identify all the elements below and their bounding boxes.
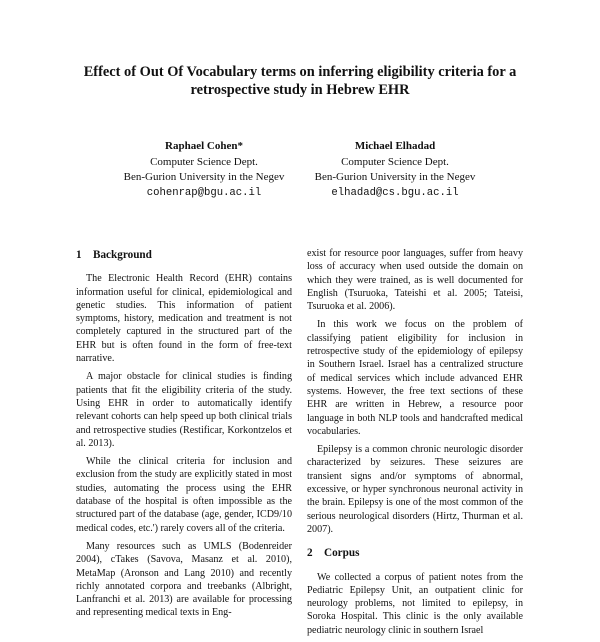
author-name: Raphael Cohen* — [165, 140, 243, 152]
paragraph: A major obstacle for clinical studies is finding patients that fit the eligibility criteria of the study. Using EHR in order to automatically identify relevant cohorts can help speed up both clinical trials and retrospective studies (Restificar, Korkontzelos et al. 2013). — [76, 371, 292, 449]
paragraph: Many resources such as UMLS (Bodenreider 2004), cTakes (Savova, Masanz et al. 2010), MetaMap (Aronson and Lang 2010) and recently richly annotated corpora and treebanks (Albright, Lanfranchi et al. 2013) are available for processing and representing medical texts in Eng- — [76, 540, 292, 619]
author-dept: Computer Science Dept. — [341, 155, 449, 168]
section-heading-corpus — [307, 547, 523, 560]
author-affiliation: Ben-Gurion University in the Negev — [123, 171, 285, 183]
paragraph: Epilepsy is a common chronic neurologic disorder characterized by seizures. These seizures are transient signs and/or symptoms of abnormal, excessive, or hyper synchronous neuronal activity in the brain. Epilepsy is one of the most common of the serious neurological disorders (Hirtz, Thurman et al. 2007). — [307, 444, 523, 535]
author-block-1 — [104, 139, 304, 201]
title-line-1: Effect of Out Of Vocabulary terms on inferring eligibility criteria for a — [83, 64, 517, 80]
section-number: 1 — [76, 249, 82, 261]
paragraph: In this work we focus on the problem of classifying patient eligibility for inclusion in retrospective study of the epidemiology of epilepsy in Southern Israel. Israel has a centralized structure of medical services which include advanced EHR systems. However, the free text sections of these EHR are written in Hebrew, a resource poor language in both NLP tools and handcrafted medical vocabularies. — [307, 319, 523, 437]
left-column — [76, 249, 292, 625]
author-dept: Computer Science Dept. — [150, 155, 258, 168]
author-block-2 — [295, 139, 495, 201]
section-title: Background — [93, 249, 152, 261]
paragraph: We collected a corpus of patient notes from the Pediatric Epilepsy Unit, an outpatient clinic for neurology problems, not limited to epilepsy, in Soroka Hospital. This clinic is the only available pediatric neurology clinic in southern Israel — [307, 571, 523, 636]
author-affiliation: Ben-Gurion University in the Negev — [314, 171, 476, 183]
section-number: 2 — [307, 547, 313, 560]
section-title: Corpus — [324, 547, 360, 560]
section-heading-background — [76, 249, 292, 262]
paragraph: While the clinical criteria for inclusion and exclusion from the study are explicitly stated in most studies, automating the process using the EHR database of the hospital is often impossible as the structured part of the database (age, gender, ICD9/10 medical codes, etc.') rarely covers all of the criteria. — [76, 456, 292, 534]
paper-title — [40, 63, 560, 99]
author-name: Michael Elhadad — [354, 140, 436, 152]
paragraph: The Electronic Health Record (EHR) contains information useful for clinical, epidemiological and genetic studies. This information of patient symptoms, history, medication and treatment is not completely captured in the structured part of the EHR but is often found in the form of free-text narrative. — [76, 273, 292, 365]
paragraph: exist for resource poor languages, suffer from heavy loss of accuracy when used outside the domain on which they were trained, as is well documented for English (Tsuruoka, Tateishi et al. 2005; Tateisi, Tsuruoka et al. 2006). — [307, 248, 523, 313]
title-line-2: retrospective study in Hebrew EHR — [190, 82, 410, 98]
author-email: cohenrap@bgu.ac.il — [146, 186, 262, 199]
right-column — [307, 247, 523, 642]
author-email: elhadad@cs.bgu.ac.il — [331, 186, 459, 199]
